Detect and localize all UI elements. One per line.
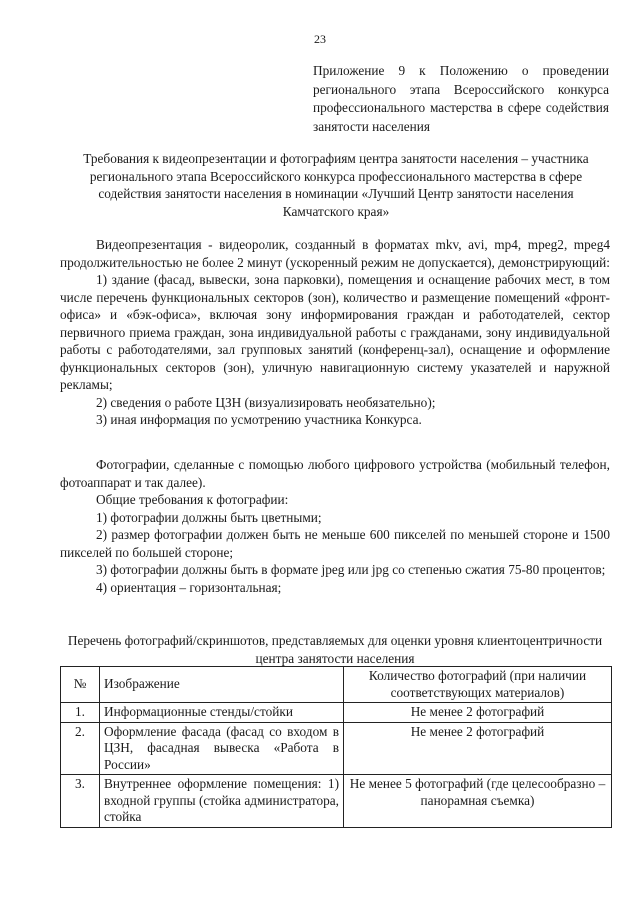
photo-item: 3) фотографии должны быть в формате jpeg или jpg со степенью сжатия 75-80 процентов; [96,562,606,577]
row-quantity: Не менее 5 фотографий (где целесообразно – панорамная съемка) [344,775,612,828]
header-quantity: Количество фотографий (при наличии соответствующих материалов) [344,667,612,703]
photo-general-heading: Общие требования к фотографии: [96,492,289,507]
row-image: Информационные стенды/стойки [100,703,344,723]
header-image: Изображение [100,667,344,703]
photo-item: 1) фотографии должны быть цветными; [96,509,322,525]
photo-intro: Фотографии, сделанные с помощью любого цифрового устройства (мобильный телефон, фотоаппарат и так далее). [60,457,610,490]
video-item: 3) иная информация по усмотрению участника Конкурса. [96,412,422,427]
photo-item: 4) ориентация – горизонтальная; [96,579,282,595]
row-number: 1. [61,703,100,723]
table-row [61,775,612,828]
row-image: Внутреннее оформление помещения: 1) входной группы (стойка администратора, стойка [100,775,344,828]
table-row [61,703,612,723]
page-number: 23 [314,32,326,46]
table-title: Перечень фотографий/скриншотов, представляемых для оценки уровня клиентоцентричности центра занятости населения [67,633,603,666]
header-number: № [61,667,100,703]
video-item: 2) сведения о работе ЦЗН (визуализировать необязательно); [96,394,436,410]
table-header-row [61,667,612,703]
row-number: 2. [61,722,100,775]
row-quantity: Не менее 2 фотографий [344,722,612,775]
table-row [61,722,612,775]
document-title: Требования к видеопрезентации и фотографиям центра занятости населения – участника регионального этапа Всероссийского конкурса профессионального мастерства в сфере содействия занятости населения в номинации «Лучший Центр занятости населения Камчатского края» [83,151,589,219]
photo-list-table [60,666,612,828]
appendix-note: Приложение 9 к Положению о проведении регионального этапа Всероссийского конкурса профессионального мастерства в сфере содействия занятости населения [313,63,609,134]
row-number: 3. [61,775,100,828]
video-requirements [60,236,610,429]
row-image: Оформление фасада (фасад со входом в ЦЗН, фасадная вывеска «Работа в России» [100,722,344,775]
video-intro: Видеопрезентация - видеоролик, созданный в форматах mkv, avi, mp4, mpeg2, mpeg4 продолжительностью не более 2 минут (ускоренный режим не допускается), демонстрирующий: [60,237,610,270]
photo-item: 2) размер фотографии должен быть не меньше 600 пикселей по меньшей стороне и 1500 пикселей по большей стороне; [60,527,610,560]
photo-requirements [60,456,610,596]
row-quantity: Не менее 2 фотографий [344,703,612,723]
video-item: 1) здание (фасад, вывески, зона парковки), помещения и оснащение рабочих мест, в том числе перечень функциональных секторов (зон), количество и размещение помещений «фронт-офиса» и «бэк-офиса», включая зону информирования граждан и работодателей, сектор первичного приема граждан, зона индивидуальной работы с гражданами, зону индивидуальной работы с работодателями, зал групповых занятий (конференц-зал), оснащение и оформление функциональных секторов (зон), уличную навигационную систему указателей и наружной рекламы; [60,272,610,392]
